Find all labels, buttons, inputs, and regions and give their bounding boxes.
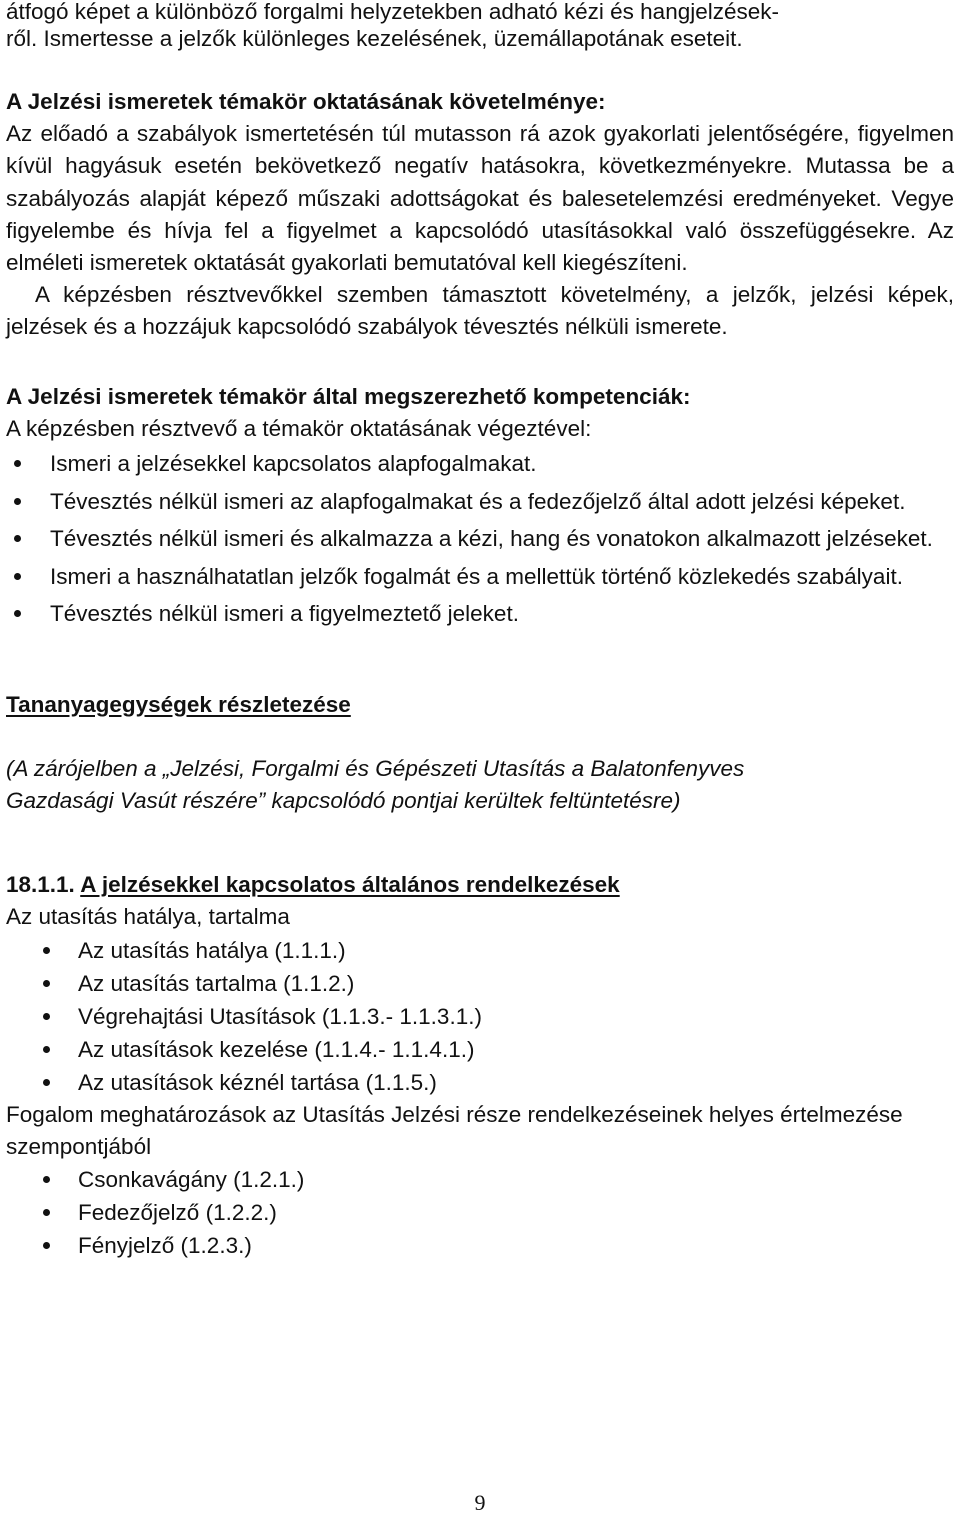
list-item: Ismeri a jelzésekkel kapcsolatos alapfogalmakat. [6, 445, 954, 483]
section-list-1 [6, 934, 954, 1099]
bullet-icon [43, 980, 50, 987]
bullet-icon [43, 1013, 50, 1020]
list-item: Végrehajtási Utasítások (1.1.3.- 1.1.3.1.) [6, 1000, 954, 1033]
intro-line-1: átfogó képet a különböző forgalmi helyzetekben adható kézi és hangjelzések- [6, 0, 779, 24]
list-item: Tévesztés nélkül ismeri az alapfogalmakat és a fedezőjelző által adott jelzési képeket. [6, 483, 954, 521]
units-note-line-2: Gazdasági Vasút részére” kapcsolódó pontjai kerültek feltüntetésre) [6, 787, 681, 813]
bullet-icon [43, 1046, 50, 1053]
requirements-paragraph-2: A képzésben résztvevőkkel szemben támasztott követelmény, a jelzők, jelzési képek, jelzések és a hozzájuk kapcsolódó szabályok tévesztés nélküli ismerete. [6, 282, 954, 340]
bullet-icon [14, 460, 21, 467]
section-subheading-2: Fogalom meghatározások az Utasítás Jelzési része rendelkezéseinek helyes értelmezése szempontjából [6, 1101, 903, 1159]
list-item: Tévesztés nélkül ismeri és alkalmazza a kézi, hang és vonatokon alkalmazott jelzéseket. [6, 520, 954, 558]
competencies-list [6, 445, 954, 633]
units-heading: Tananyagegységek részletezése [6, 691, 351, 717]
list-item: Fényjelző (1.2.3.) [6, 1229, 954, 1262]
section-heading [6, 869, 954, 901]
list-item: Az utasítás hatálya (1.1.1.) [6, 934, 954, 967]
bullet-icon [14, 610, 21, 617]
list-item: Az utasítások kezelése (1.1.4.- 1.1.4.1.) [6, 1033, 954, 1066]
bullet-icon [43, 1242, 50, 1249]
document-page [6, 0, 954, 1262]
requirements-heading: A Jelzési ismeretek témakör oktatásának követelménye: [6, 89, 606, 114]
list-item: Az utasítás tartalma (1.1.2.) [6, 967, 954, 1000]
section-subheading-1: Az utasítás hatálya, tartalma [6, 904, 290, 930]
bullet-icon [43, 1209, 50, 1216]
list-item: Tévesztés nélkül ismeri a figyelmeztető jeleket. [6, 595, 954, 633]
bullet-icon [43, 1176, 50, 1183]
page-number: 9 [474, 1490, 486, 1515]
intro-line-2: ről. Ismertesse a jelzők különleges kezelésének, üzemállapotának eseteit. [6, 26, 743, 51]
list-item: Csonkavágány (1.2.1.) [6, 1163, 954, 1196]
requirements-paragraph-1: Az előadó a szabályok ismertetésén túl mutasson rá azok gyakorlati jelentőségére, figyelmen kívül hagyásuk esetén bekövetkező negatív hatásokra, következményekre. Mutassa be a szabályozás alapját képező műszaki adottságokat és balesetelemzési eredményeket. Vegye figyelembe és hívja fel a figyelmet a kapcsolódó utasításokkal való összefüggésekre. Az elméleti ismeretek oktatását gyakorlati bemutatóval kell kiegészíteni. [6, 121, 954, 276]
section-title: A jelzésekkel kapcsolatos általános rendelkezések [80, 872, 620, 898]
list-item: Az utasítások kéznél tartása (1.1.5.) [6, 1066, 954, 1099]
bullet-icon [43, 947, 50, 954]
bullet-icon [43, 1079, 50, 1086]
competencies-heading: A Jelzési ismeretek témakör által megszerezhető kompetenciák: [6, 383, 691, 409]
bullet-icon [14, 535, 21, 542]
section-list-2 [6, 1163, 954, 1262]
section-number: 18.1.1. [6, 872, 75, 898]
competencies-intro: A képzésben résztvevő a témakör oktatásának végeztével: [6, 415, 592, 441]
list-item: Ismeri a használhatatlan jelzők fogalmát és a mellettük történő közlekedés szabályait. [6, 558, 954, 596]
list-item: Fedezőjelző (1.2.2.) [6, 1196, 954, 1229]
bullet-icon [14, 573, 21, 580]
bullet-icon [14, 498, 21, 505]
units-note-line-1: (A zárójelben a „Jelzési, Forgalmi és Gépészeti Utasítás a Balatonfenyves [6, 755, 745, 781]
